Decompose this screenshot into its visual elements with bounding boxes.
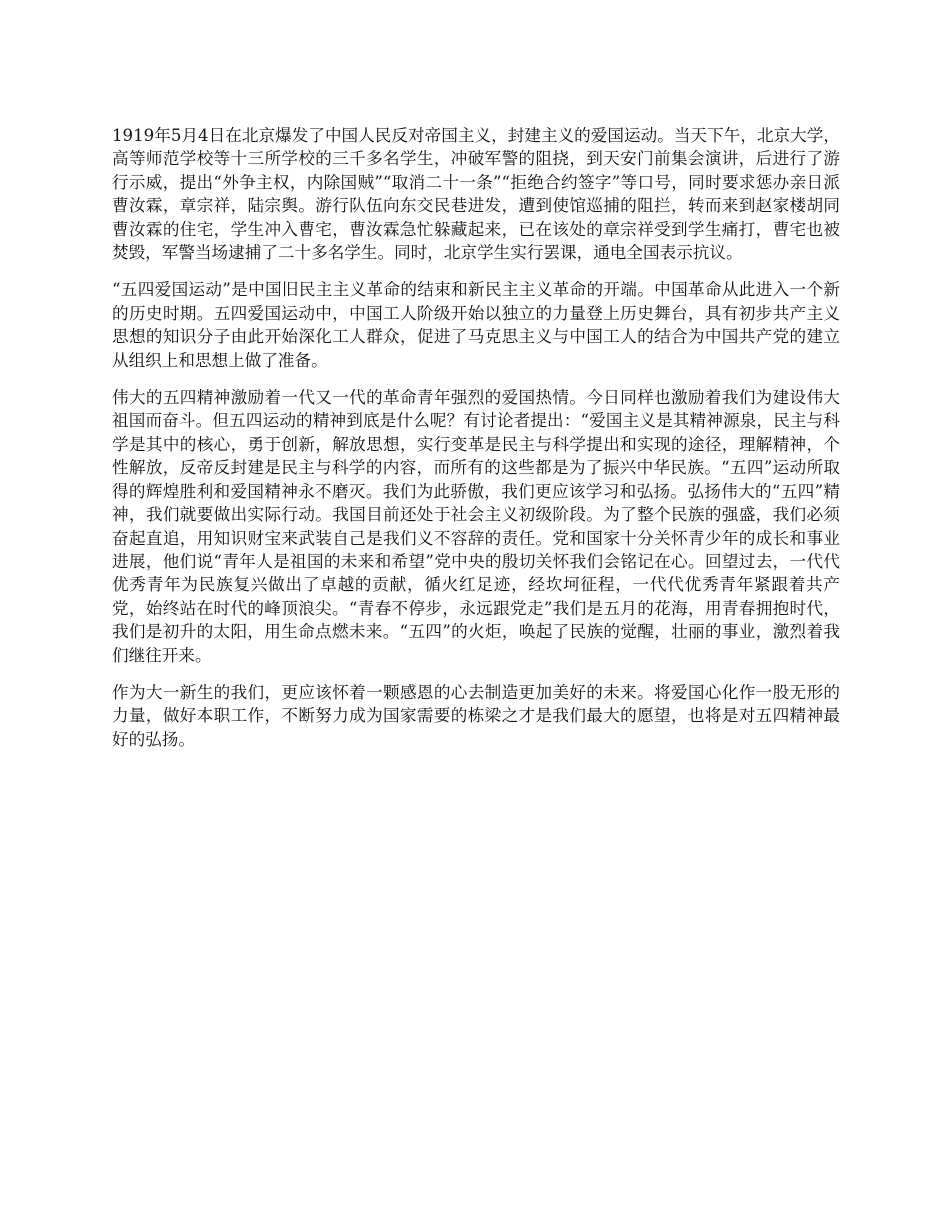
paragraph-3: 伟大的五四精神激励着一代又一代的革命青年强烈的爱国热情。今日同样也激励着我们为建设伟大祖国而奋斗。但五四运动的精神到底是什么呢？有讨论者提出：“爱国主义是其精神源泉，民主与科学是其中的核心，勇于创新，解放思想，实行变革是民主与科学提出和实现的途径，理解精神，个性解放，反帝反封建是民主与科学的内容，而所有的这些都是为了振兴中华民族。“五四”运动所取得的辉煌胜利和爱国精神永不磨灭。我们为此骄傲，我们更应该学习和弘扬。弘扬伟大的“五四”精神，我们就要做出实际行动。我国目前还处于社会主义初级阶段。为了整个民族的强盛，我们必须奋起直追，用知识财宝来武装自己是我们义不容辞的责任。党和国家十分关怀青少年的成长和事业进展，他们说“青年人是祖国的未来和希望”党中央的殷切关怀我们会铭记在心。回望过去，一代代优秀青年为民族复兴做出了卓越的贡献，循火红足迹，经坎坷征程，一代代优秀青年紧跟着共产党，始终站在时代的峰顶浪尖。“青春不停步，永远跟党走”我们是五月的花海，用青春拥抱时代，我们是初升的太阳，用生命点燃未来。“五四”的火炬，唤起了民族的觉醒，壮丽的事业，激烈着我们继往开来。	[112, 388, 840, 665]
paragraph-1: 1919年5月4日在北京爆发了中国人民反对帝国主义，封建主义的爱国运动。当天下午，北京大学，高等师范学校等十三所学校的三千多名学生，冲破军警的阻挠，到天安门前集会演讲，后进行了游行示威，提出“外争主权，内除国贼”“取消二十一条”“拒绝合约签字”等口号，同时要求惩办亲日派曹汝霖，章宗祥，陆宗舆。游行队伍向东交民巷进发，遭到使馆巡捕的阻拦，转而来到赵家楼胡同曹汝霖的住宅，学生冲入曹宅，曹汝霖急忙躲藏起来，已在该处的章宗祥受到学生痛打，曹宅也被焚毁，军警当场逮捕了二十多名学生。同时，北京学生实行罢课，通电全国表示抗议。	[112, 126, 840, 263]
paragraph-4: 作为大一新生的我们，更应该怀着一颗感恩的心去制造更加美好的未来。将爱国心化作一股无形的力量，做好本职工作，不断努力成为国家需要的栋梁之才是我们最大的愿望，也将是对五四精神最好的弘扬。	[112, 682, 840, 749]
document-body	[112, 124, 840, 765]
paragraph-2: “五四爱国运动”是中国旧民主主义革命的结束和新民主主义革命的开端。中国革命从此进入一个新的历史时期。五四爱国运动中，中国工人阶级开始以独立的力量登上历史舞台，具有初步共产主义思想的知识分子由此开始深化工人群众，促进了马克思主义与中国工人的结合为中国共产党的建立从组织上和思想上做了准备。	[112, 280, 840, 370]
